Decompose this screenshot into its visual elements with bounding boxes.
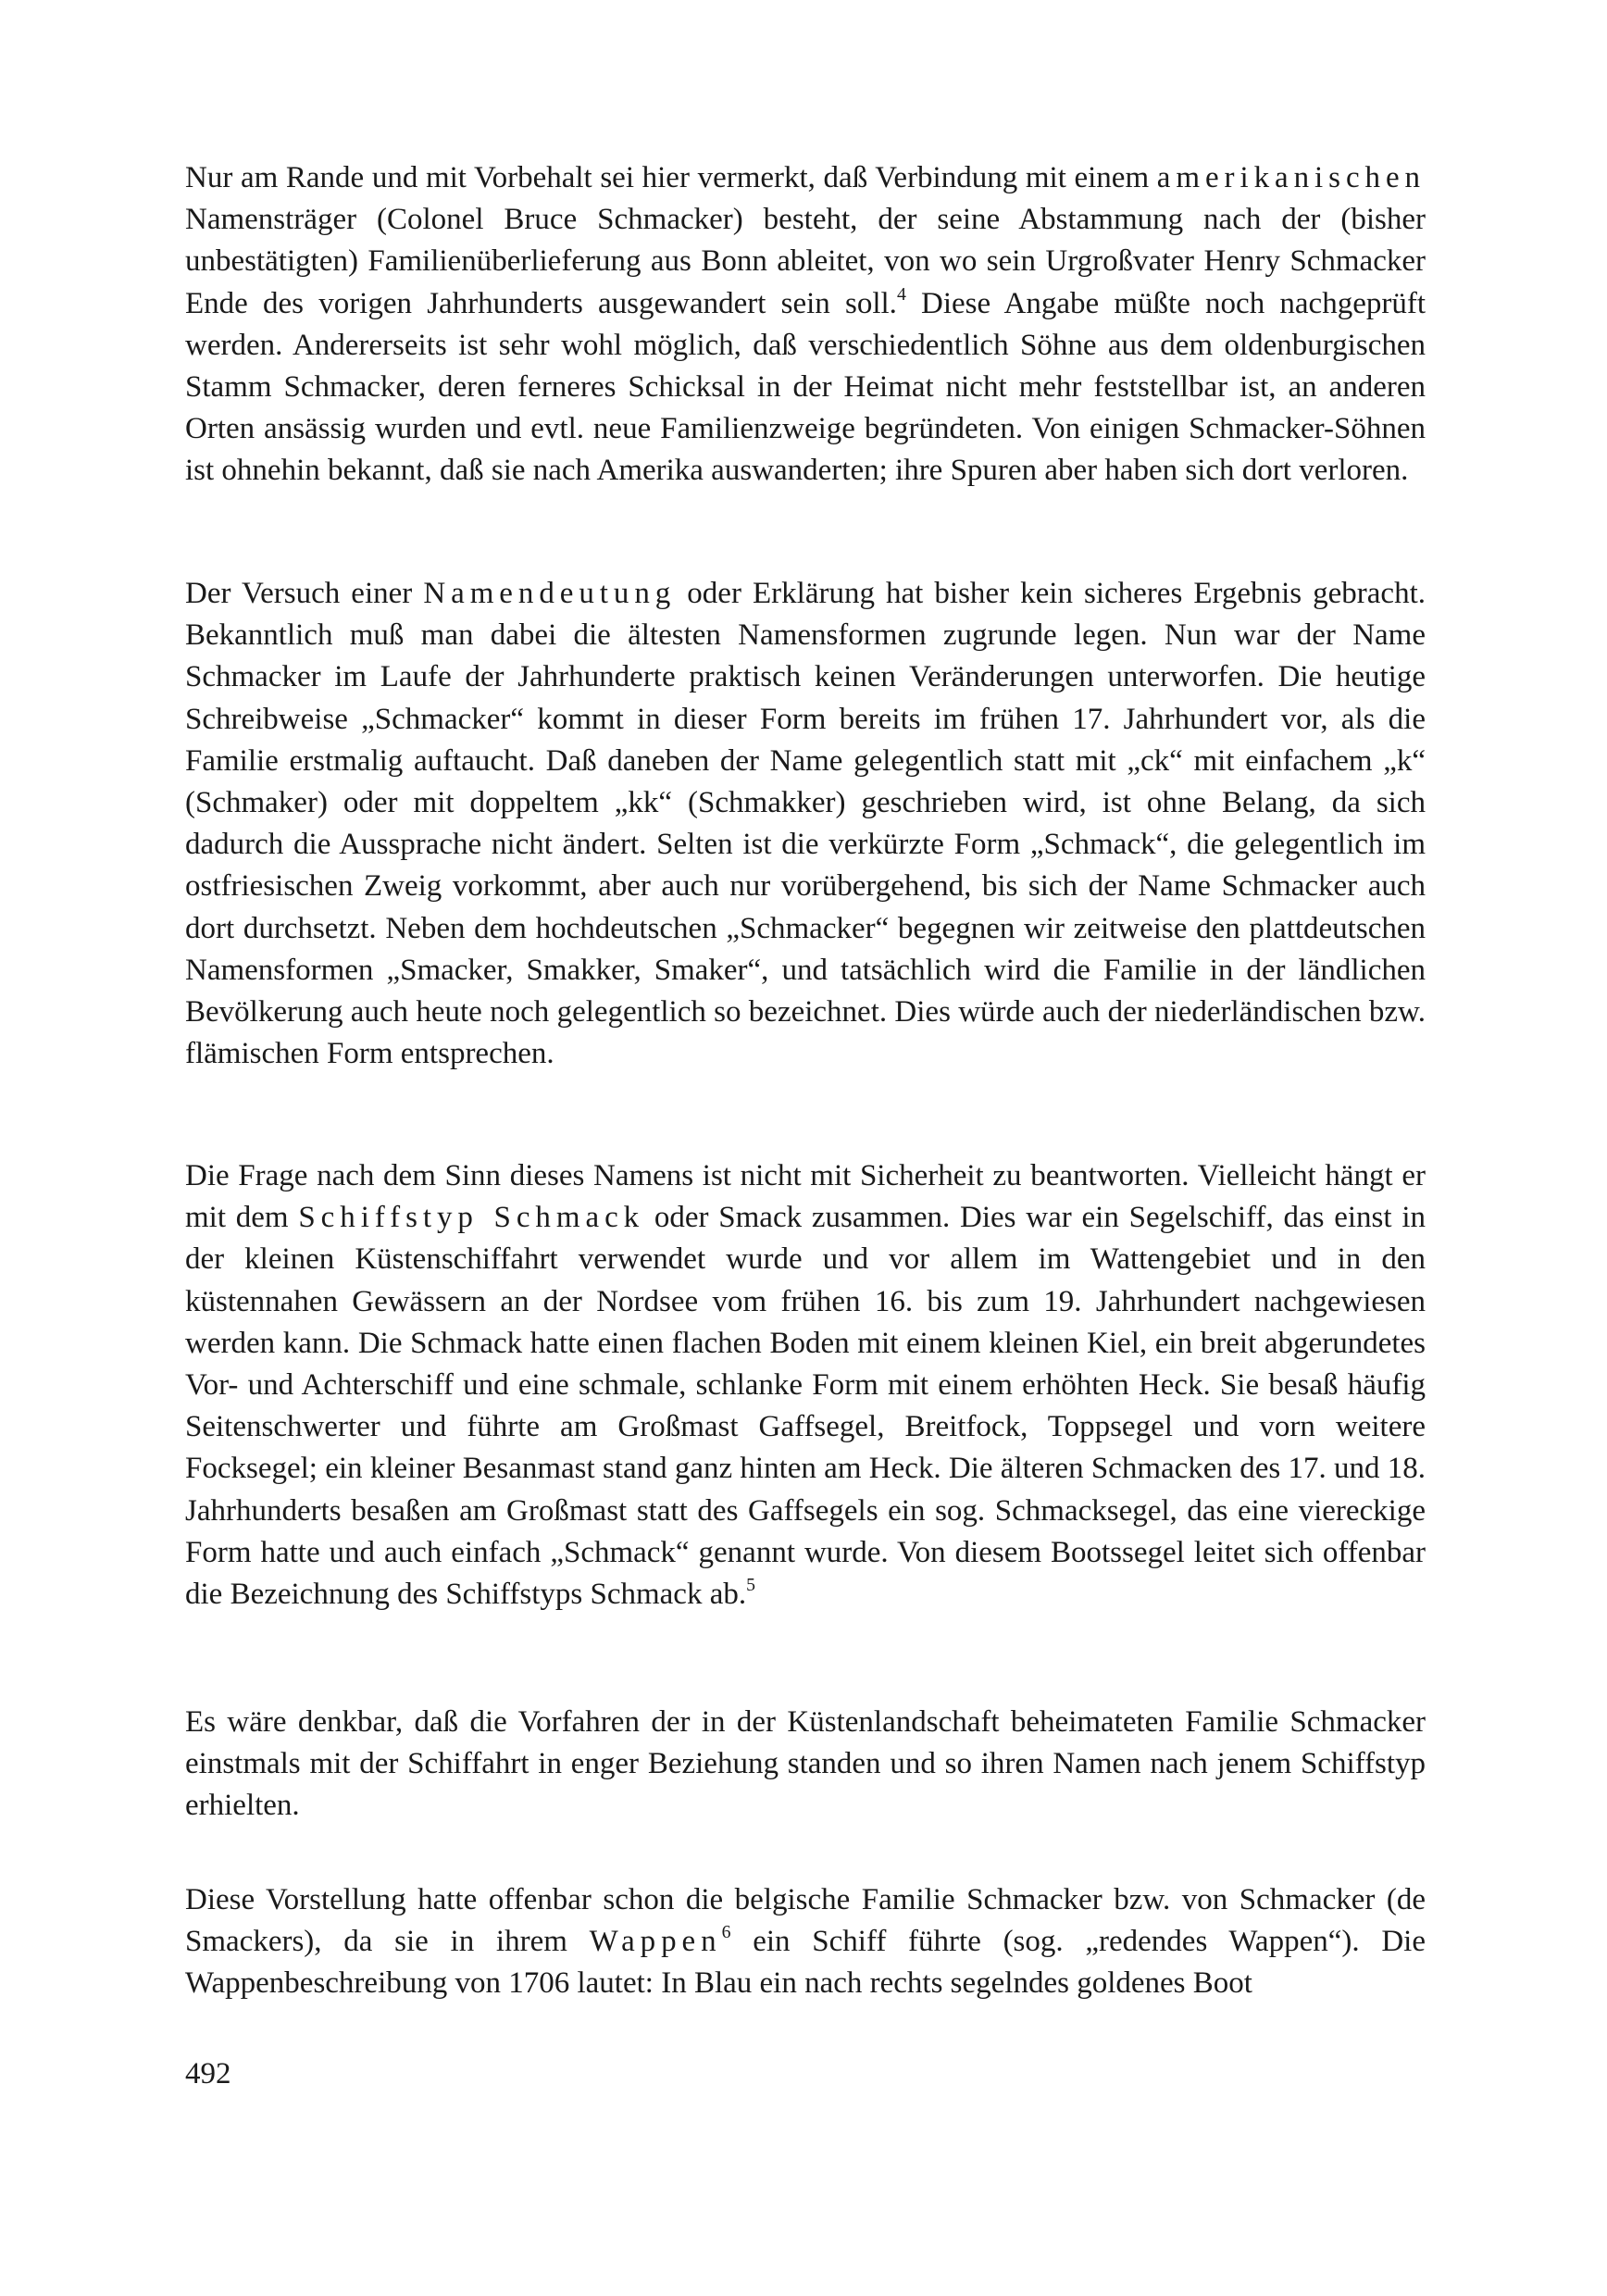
emphasis-wappen: Wappen xyxy=(589,1925,722,1959)
footnote-ref-4: 4 xyxy=(896,283,906,305)
paragraph-3-text: Die Frage nach dem Sinn dieses Namens ist nicht mit Sicherheit zu beantworten. Vielleicht hängt er mit dem Schiffstyp Schmack oder Smack zusammen. Dies war ein Segelschiff, das einst in der kleinen Küstenschiffahrt verwendet wurde und vor allem im Wattengebiet und in den küstennahen Gewässern an der Nordsee vom frühen 16. bis zum 19. Jahrhundert nachgewiesen werden kann. Die Schmack hatte einen flachen Boden mit einem kleinen Kiel, ein breit abgerundetes Vor- und Achterschiff und eine schmale, schlanke Form mit einem erhöhten Heck. Sie besaß häufig Seitenschwerter und führte am Großmast Gaffsegel, Breitfock, Toppsegel und vorn weitere Focksegel; ein kleiner Besanmast stand ganz hinten am Heck. Die älteren Schmacken des 17. und 18. Jahrhunderts besaßen am Großmast statt des Gaffsegels ein sog. Schmacksegel, das eine viereckige Form hatte und auch einfach „Schmack“ genannt wurde. Von diesem Bootssegel leitet sich offenbar die Bezeichnung des Schiffstyps Schmack ab.$^5$ xyxy=(185,1159,1426,1612)
paragraph-4-text: Es wäre denkbar, daß die Vorfahren der in der Küstenlandschaft beheimateten Familie Schmacker einstmals mit der Schiffahrt in enger Beziehung standen und so ihren Namen nach jenem Schiffstyp erhielten. xyxy=(185,1705,1426,1823)
paragraph-2 xyxy=(185,573,1426,1075)
emphasis-namendeutung: Namendeutung xyxy=(423,577,677,610)
page-number: 492 xyxy=(185,2057,231,2090)
paragraph-1-text: Nur am Rande und mit Vorbehalt sei hier vermerkt, daß Verbindung mit einem amerikanischen Namensträger (Colonel Bruce Schmacker) besteht, der seine Abstammung nach der (bisher unbestätigten) Familienüberlieferung aus Bonn ableitet, von wo sein Urgroßvater Henry Schmacker Ende des vorigen Jahrhunderts ausgewandert sein soll.$^4$ Diese Angabe müßte noch nachgeprüft werden. Andererseits ist sehr wohl möglich, daß verschiedentlich Söhne aus dem oldenburgischen Stamm Schmacker, deren ferneres Schicksal in der Heimat nicht mehr feststellbar ist, an anderen Orten ansässig wurden und evtl. neue Familienzweige begründeten. Von einigen Schmacker-Söhnen ist ohnehin bekannt, daß sie nach Amerika auswanderten; ihre Spuren aber haben sich dort verloren. xyxy=(185,161,1426,488)
paragraph-3 xyxy=(185,1155,1426,1616)
paragraph-1 xyxy=(185,157,1426,493)
emphasis-schiffstyp-schmack: Schiffstyp Schmack xyxy=(298,1201,645,1235)
footnote-ref-5: 5 xyxy=(746,1575,755,1596)
paragraph-5 xyxy=(185,1879,1426,2005)
paragraph-4 xyxy=(185,1702,1426,1828)
paragraph-5-text: Diese Vorstellung hatte offenbar schon die belgische Familie Schmacker bzw. von Schmacker (de Smackers), da sie in ihrem Wappen$^6$ ein Schiff führte (sog. „redendes Wappen“). Die Wappenbeschreibung von 1706 lautet: In Blau ein nach rechts segelndes goldenes Boot xyxy=(185,1883,1426,2001)
paragraph-2-text: Der Versuch einer Namendeutung oder Erklärung hat bisher kein sicheres Ergebnis gebracht. Bekanntlich muß man dabei die ältesten Namensformen zugrunde legen. Nun war der Name Schmacker im Laufe der Jahrhunderte praktisch keinen Veränderungen unterworfen. Die heutige Schreibweise „Schmacker“ kommt in dieser Form bereits im frühen 17. Jahrhundert vor, als die Familie erstmalig auftaucht. Daß daneben der Name gelegentlich statt mit „ck“ mit einfachem „k“ (Schmaker) oder mit doppeltem „kk“ (Schmakker) geschrieben wird, ist ohne Belang, da sich dadurch die Aussprache nicht ändert. Selten ist die verkürzte Form „Schmack“, die gelegentlich im ostfriesischen Zweig vorkommt, aber auch nur vorübergehend, bis sich der Name Schmacker auch dort durchsetzt. Neben dem hochdeutschen „Schmacker“ begegnen wir zeitweise den plattdeutschen Namensformen „Smacker, Smakker, Smaker“, und tatsächlich wird die Familie in der ländlichen Bevölkerung auch heute noch gelegentlich so bezeichnet. Dies würde auch der niederländischen bzw. flämischen Form entsprechen. xyxy=(185,577,1426,1071)
emphasis-amerikanischen: amerikanischen xyxy=(1156,161,1426,194)
footnote-ref-6: 6 xyxy=(721,1922,731,1943)
